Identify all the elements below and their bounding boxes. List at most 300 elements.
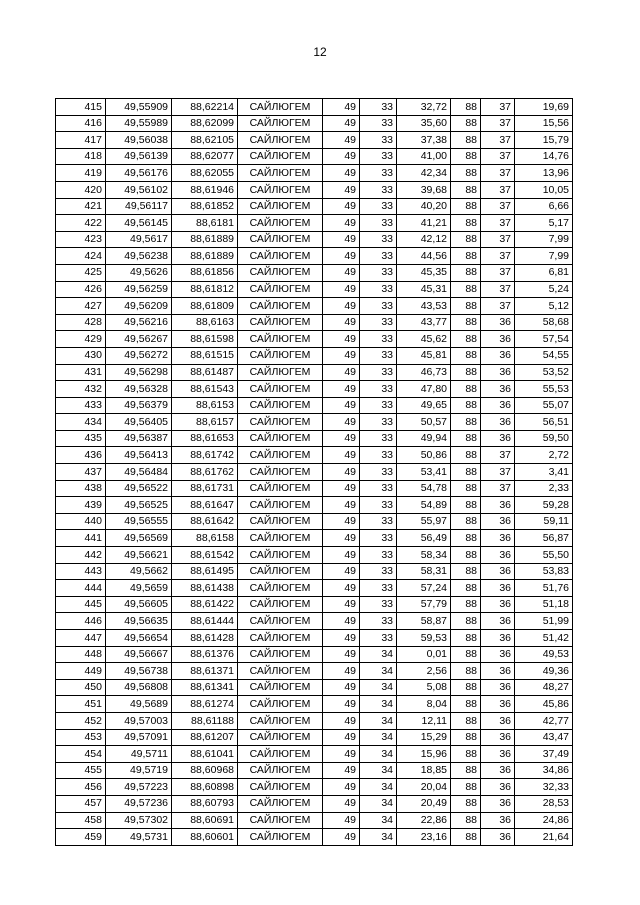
point-number-cell: 435	[56, 430, 106, 447]
lat-degrees-cell: 49	[323, 530, 360, 547]
lon-seconds-cell: 32,33	[515, 779, 573, 796]
lat-seconds-cell: 55,97	[397, 513, 451, 530]
latitude-cell: 49,5719	[106, 762, 172, 779]
lat-seconds-cell: 18,85	[397, 762, 451, 779]
longitude-cell: 88,60898	[172, 779, 238, 796]
table-row	[56, 447, 573, 464]
lon-minutes-cell: 36	[481, 646, 515, 663]
area-name-cell: САЙЛЮГЕМ	[238, 165, 323, 182]
latitude-cell: 49,56405	[106, 414, 172, 431]
longitude-cell: 88,61812	[172, 281, 238, 298]
lon-minutes-cell: 37	[481, 298, 515, 315]
lon-minutes-cell: 36	[481, 563, 515, 580]
table-row	[56, 812, 573, 829]
lon-seconds-cell: 28,53	[515, 795, 573, 812]
latitude-cell: 49,56238	[106, 248, 172, 265]
longitude-cell: 88,60691	[172, 812, 238, 829]
table-row	[56, 563, 573, 580]
lon-degrees-cell: 88	[451, 646, 481, 663]
point-number-cell: 454	[56, 746, 106, 763]
lat-seconds-cell: 59,53	[397, 630, 451, 647]
point-number-cell: 422	[56, 215, 106, 232]
lon-minutes-cell: 36	[481, 663, 515, 680]
lat-seconds-cell: 37,38	[397, 132, 451, 149]
point-number-cell: 441	[56, 530, 106, 547]
point-number-cell: 424	[56, 248, 106, 265]
latitude-cell: 49,56102	[106, 181, 172, 198]
point-number-cell: 445	[56, 596, 106, 613]
lat-seconds-cell: 5,08	[397, 679, 451, 696]
point-number-cell: 434	[56, 414, 106, 431]
lat-minutes-cell: 33	[360, 281, 397, 298]
lon-degrees-cell: 88	[451, 381, 481, 398]
point-number-cell: 448	[56, 646, 106, 663]
lon-minutes-cell: 37	[481, 264, 515, 281]
lat-seconds-cell: 57,24	[397, 580, 451, 597]
latitude-cell: 49,56038	[106, 132, 172, 149]
area-name-cell: САЙЛЮГЕМ	[238, 331, 323, 348]
table-row	[56, 115, 573, 132]
lon-degrees-cell: 88	[451, 397, 481, 414]
lon-seconds-cell: 55,50	[515, 547, 573, 564]
lon-minutes-cell: 36	[481, 729, 515, 746]
lon-seconds-cell: 53,52	[515, 364, 573, 381]
point-number-cell: 430	[56, 347, 106, 364]
lon-degrees-cell: 88	[451, 248, 481, 265]
lon-seconds-cell: 13,96	[515, 165, 573, 182]
lon-minutes-cell: 36	[481, 397, 515, 414]
area-name-cell: САЙЛЮГЕМ	[238, 397, 323, 414]
lon-degrees-cell: 88	[451, 464, 481, 481]
lon-degrees-cell: 88	[451, 795, 481, 812]
lat-seconds-cell: 58,31	[397, 563, 451, 580]
lon-degrees-cell: 88	[451, 563, 481, 580]
lon-degrees-cell: 88	[451, 779, 481, 796]
lat-seconds-cell: 41,21	[397, 215, 451, 232]
longitude-cell: 88,61274	[172, 696, 238, 713]
table-row	[56, 298, 573, 315]
lat-minutes-cell: 33	[360, 580, 397, 597]
lat-minutes-cell: 33	[360, 547, 397, 564]
table-row	[56, 580, 573, 597]
latitude-cell: 49,56525	[106, 497, 172, 514]
table-row	[56, 381, 573, 398]
table-row	[56, 795, 573, 812]
lat-seconds-cell: 42,34	[397, 165, 451, 182]
table-row	[56, 679, 573, 696]
table-row	[56, 530, 573, 547]
area-name-cell: САЙЛЮГЕМ	[238, 663, 323, 680]
point-number-cell: 431	[56, 364, 106, 381]
lon-seconds-cell: 55,53	[515, 381, 573, 398]
lat-minutes-cell: 34	[360, 729, 397, 746]
lon-minutes-cell: 37	[481, 464, 515, 481]
lat-minutes-cell: 34	[360, 762, 397, 779]
lat-seconds-cell: 8,04	[397, 696, 451, 713]
point-number-cell: 432	[56, 381, 106, 398]
lon-minutes-cell: 36	[481, 530, 515, 547]
lon-minutes-cell: 36	[481, 513, 515, 530]
lon-degrees-cell: 88	[451, 181, 481, 198]
lat-degrees-cell: 49	[323, 231, 360, 248]
table-row	[56, 762, 573, 779]
area-name-cell: САЙЛЮГЕМ	[238, 679, 323, 696]
lat-seconds-cell: 49,65	[397, 397, 451, 414]
area-name-cell: САЙЛЮГЕМ	[238, 181, 323, 198]
area-name-cell: САЙЛЮГЕМ	[238, 430, 323, 447]
point-number-cell: 456	[56, 779, 106, 796]
latitude-cell: 49,56139	[106, 148, 172, 165]
area-name-cell: САЙЛЮГЕМ	[238, 547, 323, 564]
lat-minutes-cell: 33	[360, 480, 397, 497]
area-name-cell: САЙЛЮГЕМ	[238, 563, 323, 580]
area-name-cell: САЙЛЮГЕМ	[238, 746, 323, 763]
lat-seconds-cell: 2,56	[397, 663, 451, 680]
table-row	[56, 513, 573, 530]
lat-seconds-cell: 45,31	[397, 281, 451, 298]
lat-seconds-cell: 20,04	[397, 779, 451, 796]
latitude-cell: 49,56484	[106, 464, 172, 481]
area-name-cell: САЙЛЮГЕМ	[238, 596, 323, 613]
lat-minutes-cell: 34	[360, 829, 397, 846]
area-name-cell: САЙЛЮГЕМ	[238, 198, 323, 215]
lat-minutes-cell: 34	[360, 679, 397, 696]
lat-degrees-cell: 49	[323, 596, 360, 613]
lon-degrees-cell: 88	[451, 281, 481, 298]
table-row	[56, 148, 573, 165]
longitude-cell: 88,61371	[172, 663, 238, 680]
area-name-cell: САЙЛЮГЕМ	[238, 347, 323, 364]
lat-minutes-cell: 33	[360, 165, 397, 182]
lon-seconds-cell: 15,79	[515, 132, 573, 149]
lat-seconds-cell: 45,81	[397, 347, 451, 364]
lon-minutes-cell: 36	[481, 613, 515, 630]
area-name-cell: САЙЛЮГЕМ	[238, 630, 323, 647]
lon-seconds-cell: 14,76	[515, 148, 573, 165]
latitude-cell: 49,56667	[106, 646, 172, 663]
lat-minutes-cell: 34	[360, 712, 397, 729]
latitude-cell: 49,56379	[106, 397, 172, 414]
lat-degrees-cell: 49	[323, 613, 360, 630]
lat-seconds-cell: 46,73	[397, 364, 451, 381]
lon-seconds-cell: 21,64	[515, 829, 573, 846]
point-number-cell: 420	[56, 181, 106, 198]
point-number-cell: 440	[56, 513, 106, 530]
table-body	[56, 99, 573, 846]
latitude-cell: 49,56605	[106, 596, 172, 613]
lon-minutes-cell: 36	[481, 596, 515, 613]
table-row	[56, 779, 573, 796]
lat-minutes-cell: 33	[360, 231, 397, 248]
latitude-cell: 49,56413	[106, 447, 172, 464]
table-row	[56, 547, 573, 564]
lat-degrees-cell: 49	[323, 314, 360, 331]
lon-minutes-cell: 37	[481, 99, 515, 116]
point-number-cell: 418	[56, 148, 106, 165]
longitude-cell: 88,60793	[172, 795, 238, 812]
lon-seconds-cell: 6,81	[515, 264, 573, 281]
lon-seconds-cell: 53,83	[515, 563, 573, 580]
lon-degrees-cell: 88	[451, 430, 481, 447]
point-number-cell: 419	[56, 165, 106, 182]
point-number-cell: 451	[56, 696, 106, 713]
longitude-cell: 88,61598	[172, 331, 238, 348]
point-number-cell: 429	[56, 331, 106, 348]
lon-minutes-cell: 37	[481, 231, 515, 248]
point-number-cell: 426	[56, 281, 106, 298]
lat-minutes-cell: 33	[360, 347, 397, 364]
longitude-cell: 88,61515	[172, 347, 238, 364]
point-number-cell: 437	[56, 464, 106, 481]
lon-degrees-cell: 88	[451, 513, 481, 530]
lat-seconds-cell: 20,49	[397, 795, 451, 812]
lon-seconds-cell: 48,27	[515, 679, 573, 696]
area-name-cell: САЙЛЮГЕМ	[238, 148, 323, 165]
lon-seconds-cell: 3,41	[515, 464, 573, 481]
lon-seconds-cell: 59,28	[515, 497, 573, 514]
lon-minutes-cell: 36	[481, 347, 515, 364]
lat-minutes-cell: 33	[360, 596, 397, 613]
lat-seconds-cell: 15,96	[397, 746, 451, 763]
area-name-cell: САЙЛЮГЕМ	[238, 613, 323, 630]
lat-minutes-cell: 34	[360, 812, 397, 829]
longitude-cell: 88,61856	[172, 264, 238, 281]
lat-seconds-cell: 42,12	[397, 231, 451, 248]
lon-degrees-cell: 88	[451, 115, 481, 132]
lon-seconds-cell: 15,56	[515, 115, 573, 132]
lon-degrees-cell: 88	[451, 663, 481, 680]
point-number-cell: 459	[56, 829, 106, 846]
lon-minutes-cell: 36	[481, 630, 515, 647]
table-row	[56, 99, 573, 116]
lat-degrees-cell: 49	[323, 646, 360, 663]
lat-degrees-cell: 49	[323, 712, 360, 729]
point-number-cell: 455	[56, 762, 106, 779]
lat-seconds-cell: 41,00	[397, 148, 451, 165]
lat-seconds-cell: 49,94	[397, 430, 451, 447]
lon-degrees-cell: 88	[451, 99, 481, 116]
area-name-cell: САЙЛЮГЕМ	[238, 115, 323, 132]
longitude-cell: 88,6158	[172, 530, 238, 547]
lon-degrees-cell: 88	[451, 596, 481, 613]
lon-seconds-cell: 57,54	[515, 331, 573, 348]
area-name-cell: САЙЛЮГЕМ	[238, 314, 323, 331]
longitude-cell: 88,62055	[172, 165, 238, 182]
latitude-cell: 49,56654	[106, 630, 172, 647]
lat-degrees-cell: 49	[323, 99, 360, 116]
table-row	[56, 729, 573, 746]
lat-degrees-cell: 49	[323, 264, 360, 281]
lon-minutes-cell: 36	[481, 696, 515, 713]
lon-degrees-cell: 88	[451, 746, 481, 763]
longitude-cell: 88,61543	[172, 381, 238, 398]
lon-minutes-cell: 37	[481, 115, 515, 132]
lon-minutes-cell: 37	[481, 281, 515, 298]
latitude-cell: 49,56272	[106, 347, 172, 364]
table-row	[56, 696, 573, 713]
lon-seconds-cell: 42,77	[515, 712, 573, 729]
lon-seconds-cell: 19,69	[515, 99, 573, 116]
point-number-cell: 416	[56, 115, 106, 132]
lon-seconds-cell: 51,18	[515, 596, 573, 613]
longitude-cell: 88,61889	[172, 231, 238, 248]
latitude-cell: 49,56176	[106, 165, 172, 182]
lat-minutes-cell: 33	[360, 497, 397, 514]
lat-minutes-cell: 34	[360, 795, 397, 812]
lat-minutes-cell: 33	[360, 530, 397, 547]
lat-seconds-cell: 0,01	[397, 646, 451, 663]
latitude-cell: 49,56145	[106, 215, 172, 232]
lat-degrees-cell: 49	[323, 447, 360, 464]
longitude-cell: 88,62077	[172, 148, 238, 165]
lat-minutes-cell: 33	[360, 331, 397, 348]
lat-degrees-cell: 49	[323, 762, 360, 779]
lat-degrees-cell: 49	[323, 829, 360, 846]
lat-minutes-cell: 34	[360, 696, 397, 713]
lon-seconds-cell: 51,99	[515, 613, 573, 630]
lon-degrees-cell: 88	[451, 331, 481, 348]
lat-minutes-cell: 34	[360, 663, 397, 680]
longitude-cell: 88,61341	[172, 679, 238, 696]
lon-seconds-cell: 45,86	[515, 696, 573, 713]
lat-seconds-cell: 47,80	[397, 381, 451, 398]
latitude-cell: 49,56209	[106, 298, 172, 315]
lon-minutes-cell: 37	[481, 215, 515, 232]
lat-seconds-cell: 45,62	[397, 331, 451, 348]
lon-degrees-cell: 88	[451, 729, 481, 746]
point-number-cell: 423	[56, 231, 106, 248]
latitude-cell: 49,5689	[106, 696, 172, 713]
lat-minutes-cell: 33	[360, 248, 397, 265]
point-number-cell: 447	[56, 630, 106, 647]
lat-degrees-cell: 49	[323, 696, 360, 713]
lon-minutes-cell: 36	[481, 580, 515, 597]
lon-degrees-cell: 88	[451, 530, 481, 547]
point-number-cell: 436	[56, 447, 106, 464]
table-row	[56, 464, 573, 481]
latitude-cell: 49,5731	[106, 829, 172, 846]
lat-degrees-cell: 49	[323, 779, 360, 796]
lon-minutes-cell: 36	[481, 497, 515, 514]
lon-seconds-cell: 5,17	[515, 215, 573, 232]
lon-degrees-cell: 88	[451, 447, 481, 464]
lon-seconds-cell: 34,86	[515, 762, 573, 779]
coordinates-table	[55, 98, 573, 846]
area-name-cell: САЙЛЮГЕМ	[238, 381, 323, 398]
longitude-cell: 88,61188	[172, 712, 238, 729]
lon-minutes-cell: 37	[481, 148, 515, 165]
longitude-cell: 88,61762	[172, 464, 238, 481]
longitude-cell: 88,6163	[172, 314, 238, 331]
point-number-cell: 415	[56, 99, 106, 116]
lon-minutes-cell: 36	[481, 779, 515, 796]
lon-seconds-cell: 5,12	[515, 298, 573, 315]
area-name-cell: САЙЛЮГЕМ	[238, 132, 323, 149]
longitude-cell: 88,60601	[172, 829, 238, 846]
latitude-cell: 49,56259	[106, 281, 172, 298]
lat-minutes-cell: 33	[360, 414, 397, 431]
lon-seconds-cell: 59,50	[515, 430, 573, 447]
lon-minutes-cell: 37	[481, 447, 515, 464]
lat-seconds-cell: 15,29	[397, 729, 451, 746]
lon-degrees-cell: 88	[451, 547, 481, 564]
latitude-cell: 49,56298	[106, 364, 172, 381]
latitude-cell: 49,56569	[106, 530, 172, 547]
table-row	[56, 829, 573, 846]
lat-minutes-cell: 33	[360, 381, 397, 398]
table-row	[56, 181, 573, 198]
lat-seconds-cell: 56,49	[397, 530, 451, 547]
lon-degrees-cell: 88	[451, 679, 481, 696]
lat-degrees-cell: 49	[323, 298, 360, 315]
lat-minutes-cell: 33	[360, 630, 397, 647]
lon-minutes-cell: 37	[481, 480, 515, 497]
lon-degrees-cell: 88	[451, 132, 481, 149]
latitude-cell: 49,5662	[106, 563, 172, 580]
lon-minutes-cell: 36	[481, 547, 515, 564]
latitude-cell: 49,57091	[106, 729, 172, 746]
point-number-cell: 417	[56, 132, 106, 149]
point-number-cell: 438	[56, 480, 106, 497]
longitude-cell: 88,62099	[172, 115, 238, 132]
longitude-cell: 88,6153	[172, 397, 238, 414]
lat-minutes-cell: 33	[360, 464, 397, 481]
lon-seconds-cell: 2,72	[515, 447, 573, 464]
lat-minutes-cell: 33	[360, 132, 397, 149]
point-number-cell: 453	[56, 729, 106, 746]
area-name-cell: САЙЛЮГЕМ	[238, 298, 323, 315]
table-row	[56, 430, 573, 447]
lon-minutes-cell: 36	[481, 762, 515, 779]
point-number-cell: 442	[56, 547, 106, 564]
lat-seconds-cell: 43,77	[397, 314, 451, 331]
table-row	[56, 231, 573, 248]
latitude-cell: 49,56117	[106, 198, 172, 215]
latitude-cell: 49,57236	[106, 795, 172, 812]
longitude-cell: 88,61889	[172, 248, 238, 265]
lon-seconds-cell: 55,07	[515, 397, 573, 414]
lon-degrees-cell: 88	[451, 480, 481, 497]
table-row	[56, 397, 573, 414]
lon-seconds-cell: 6,66	[515, 198, 573, 215]
longitude-cell: 88,60968	[172, 762, 238, 779]
lat-degrees-cell: 49	[323, 430, 360, 447]
lon-degrees-cell: 88	[451, 314, 481, 331]
point-number-cell: 427	[56, 298, 106, 315]
area-name-cell: САЙЛЮГЕМ	[238, 812, 323, 829]
lon-degrees-cell: 88	[451, 165, 481, 182]
lon-degrees-cell: 88	[451, 298, 481, 315]
point-number-cell: 458	[56, 812, 106, 829]
area-name-cell: САЙЛЮГЕМ	[238, 762, 323, 779]
latitude-cell: 49,5659	[106, 580, 172, 597]
lat-degrees-cell: 49	[323, 480, 360, 497]
lat-minutes-cell: 33	[360, 298, 397, 315]
lat-degrees-cell: 49	[323, 281, 360, 298]
table-row	[56, 248, 573, 265]
lat-degrees-cell: 49	[323, 397, 360, 414]
lat-degrees-cell: 49	[323, 812, 360, 829]
lon-minutes-cell: 36	[481, 712, 515, 729]
lon-minutes-cell: 36	[481, 414, 515, 431]
lat-minutes-cell: 33	[360, 364, 397, 381]
lat-degrees-cell: 49	[323, 215, 360, 232]
lat-seconds-cell: 58,34	[397, 547, 451, 564]
lon-seconds-cell: 24,86	[515, 812, 573, 829]
lat-minutes-cell: 34	[360, 779, 397, 796]
lat-seconds-cell: 32,72	[397, 99, 451, 116]
lat-seconds-cell: 35,60	[397, 115, 451, 132]
